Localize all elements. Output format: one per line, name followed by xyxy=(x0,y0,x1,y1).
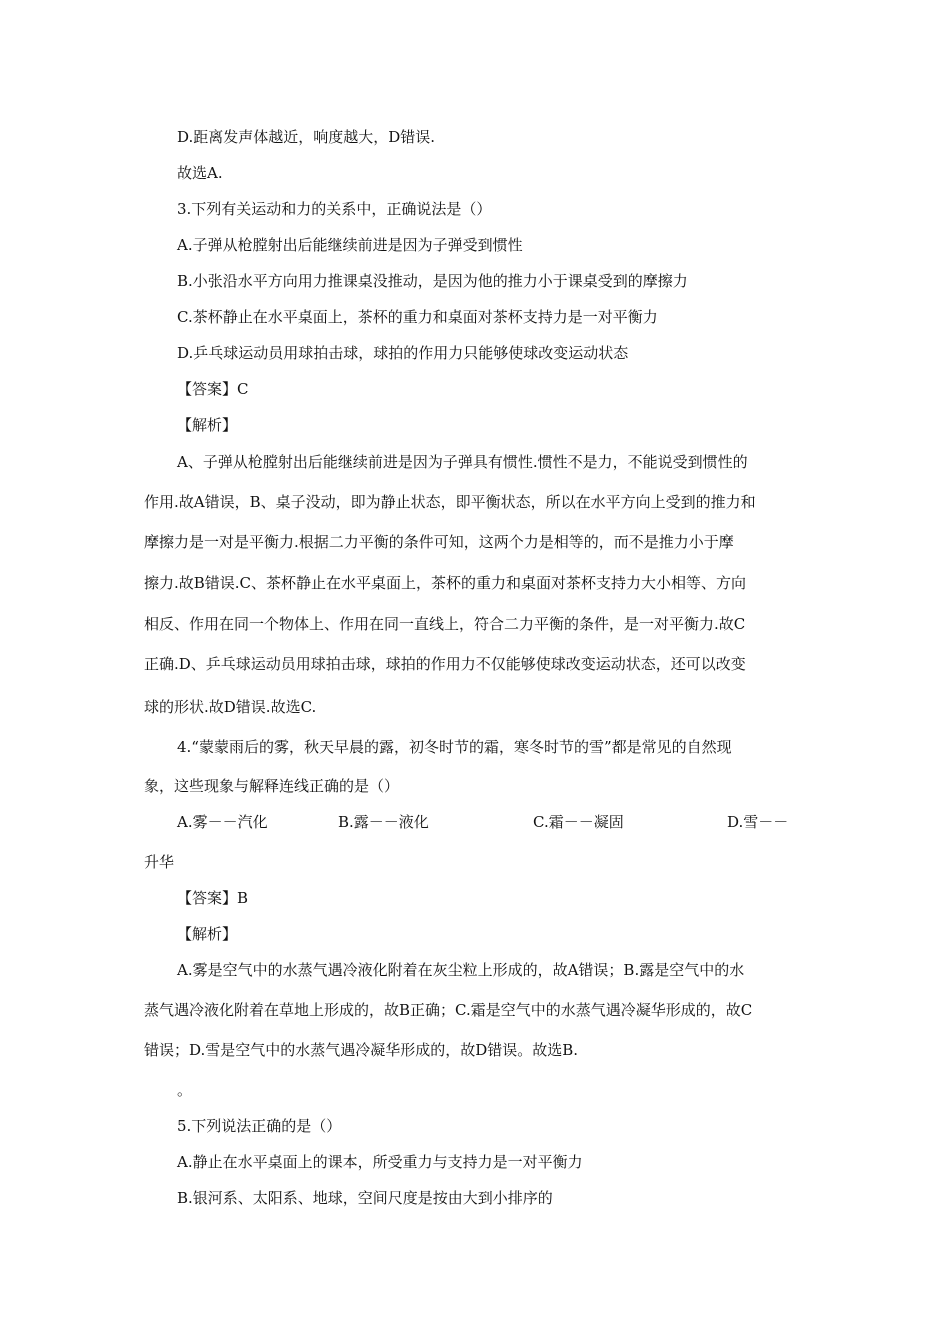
text-line: D.距离发声体越近，响度越大，D错误. xyxy=(177,128,436,146)
q4-option-d: D.雪－－ xyxy=(727,813,789,831)
q3-option-d: D.乒乓球运动员用球拍击球，球拍的作用力只能够使球改变运动状态 xyxy=(177,344,629,362)
question-4-stem: 4.“蒙蒙雨后的雾，秋天早晨的露，初冬时节的霜，寒冬时节的雪”都是常见的自然现 xyxy=(177,738,732,756)
q4-analysis-line: 蒸气遇冷液化附着在草地上形成的，故B正确；C.霜是空气中的水蒸气遇冷凝华形成的，故C xyxy=(144,1001,753,1019)
q3-analysis-line: 摩擦力是一对是平衡力.根据二力平衡的条件可知，这两个力是相等的，而不是推力小于摩 xyxy=(144,533,734,551)
question-3-stem: 3.下列有关运动和力的关系中，正确说法是（） xyxy=(177,200,492,218)
q3-analysis-line: 正确.D、乒乓球运动员用球拍击球，球拍的作用力不仅能够使球改变运动状态，还可以改变 xyxy=(144,655,746,673)
q4-option-a: A.雾－－汽化 xyxy=(177,813,268,831)
q4-option-c: C.霜－－凝固 xyxy=(533,813,624,831)
q4-analysis-line: 错误；D.雪是空气中的水蒸气遇冷凝华形成的，故D错误。故选B. xyxy=(144,1041,579,1059)
q3-analysis-line: A、子弹从枪膛射出后能继续前进是因为子弹具有惯性.惯性不是力，不能说受到惯性的 xyxy=(177,453,748,471)
q3-answer: 【答案】C xyxy=(177,380,249,398)
q4-option-d-cont: 升华 xyxy=(144,853,175,871)
q3-analysis-line: 相反、作用在同一个物体上、作用在同一直线上，符合二力平衡的条件，是一对平衡力.故C xyxy=(144,615,746,633)
q3-analysis-line: 球的形状.故D错误.故选C. xyxy=(144,698,317,716)
question-5-stem: 5.下列说法正确的是（） xyxy=(177,1117,342,1135)
q4-answer: 【答案】B xyxy=(177,889,249,907)
q5-option-b: B.银河系、太阳系、地球，空间尺度是按由大到小排序的 xyxy=(177,1189,553,1207)
q3-analysis-line: 作用.故A错误，B、桌子没动，即为静止状态，即平衡状态，所以在水平方向上受到的推力和 xyxy=(144,493,756,511)
q3-analysis-line: 擦力.故B错误.C、茶杯静止在水平桌面上，茶杯的重力和桌面对茶杯支持力大小相等、方向 xyxy=(144,574,747,592)
text-line: 。 xyxy=(177,1081,193,1099)
q3-analysis-heading: 【解析】 xyxy=(177,416,238,434)
q4-option-b: B.露－－液化 xyxy=(338,813,429,831)
q3-option-a: A.子弹从枪膛射出后能继续前进是因为子弹受到惯性 xyxy=(177,236,523,254)
q5-option-a: A.静止在水平桌面上的课本，所受重力与支持力是一对平衡力 xyxy=(177,1153,583,1171)
text-line: 故选A. xyxy=(177,164,223,182)
q3-option-b: B.小张沿水平方向用力推课桌没推动，是因为他的推力小于课桌受到的摩擦力 xyxy=(177,272,688,290)
q4-analysis-heading: 【解析】 xyxy=(177,925,238,943)
q3-option-c: C.茶杯静止在水平桌面上，茶杯的重力和桌面对茶杯支持力是一对平衡力 xyxy=(177,308,658,326)
question-4-stem-cont: 象，这些现象与解释连线正确的是（） xyxy=(144,777,400,795)
q4-analysis-line: A.雾是空气中的水蒸气遇冷液化附着在灰尘粒上形成的，故A错误；B.露是空气中的水 xyxy=(177,961,745,979)
